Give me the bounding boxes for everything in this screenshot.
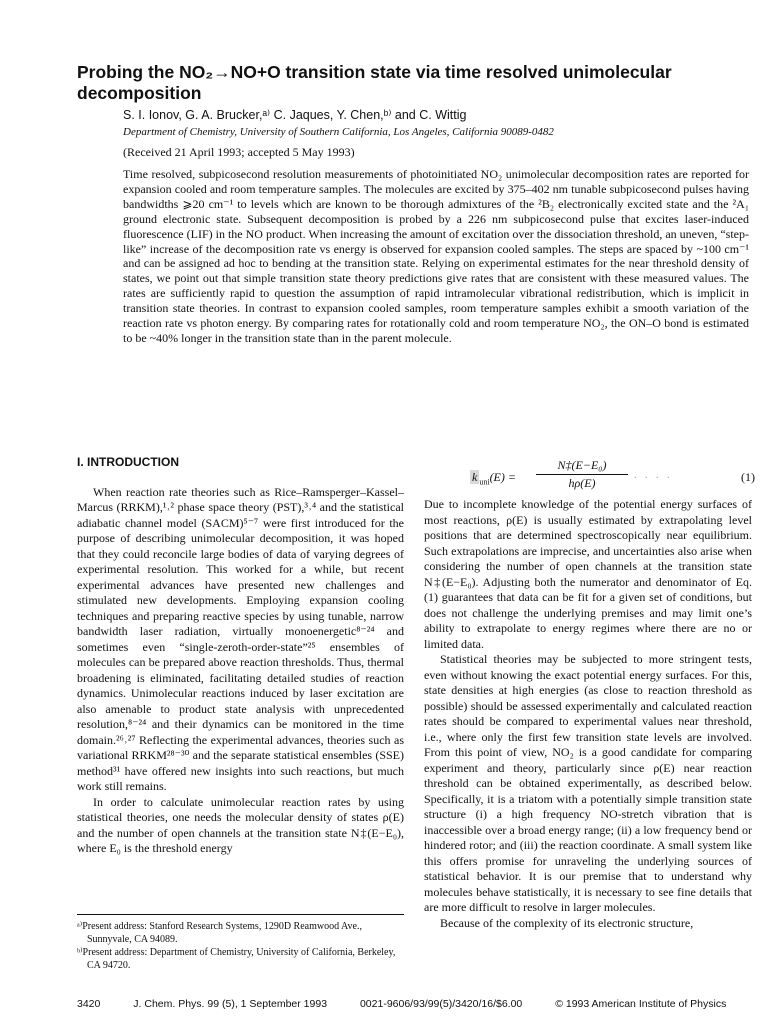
right-column [424,497,752,931]
left-column [77,455,404,857]
equation-dots: . . . . [634,470,673,481]
affiliation: Department of Chemistry, University of Southern California, Los Angeles, California 90089-0482 [123,126,554,138]
page-footer [77,998,757,1011]
rate-argument: (E) = [489,470,516,484]
journal-citation: J. Chem. Phys. 99 (5), 1 September 1993 [133,998,328,1010]
section-heading: I. INTRODUCTION [77,455,179,469]
footnote-divider [77,914,404,915]
intro-paragraph-5: Because of the complexity of its electronic structure, [440,915,694,930]
footnote-a: ᵃ⁾Present address: Stanford Research Systems, 1290D Reamwood Ave., Sunnyvale, CA 94089. [77,921,362,945]
intro-paragraph-4: Statistical theories may be subjected to more stringent tests, even without knowing the exact potential energy surfaces. For this, state densities at high energies (as close to reaction threshold as possible) should be assessed experimentally and calculated reaction rates should be compared to experimental values near threshold, i.e., where only the first few transition state levels are involved. From this point of view, NO₂ is a good candidate for comparing experiment and theory, particularly since ρ(E) near reaction threshold can be obtained experimentally, as described below. Specifically, it is a triatom with a potentially simple transition state structure (i) a high frequency NO-stretch vibration that is inaccessible over a broad energy range; (ii) a low frequency bend or hindered rotor; and (iii) the reaction coordinate. A small system like this offers promise for unraveling the underlying sources of statistical behavior. It is our premise that to understand why molecules behave statistically, it is necessary to see fine details that are more difficult to resolve in larger molecules. [424,652,752,914]
page-number: 3420 [77,998,101,1010]
rate-symbol: k [472,470,478,484]
equation-1 [470,458,755,494]
article-title: Probing the NO₂→NO+O transition state via time resolved unimolecular decomposition [77,62,672,103]
abstract: Time resolved, subpicosecond resolution measurements of photoinitiated NO₂ unimolecular decomposition rates are reported for expansion cooled and room temperature samples. The molecules are excited by 375–402 nm tunable subpicosecond pulses having bandwidths ⩾20 cm⁻¹ to levels which are known to be thorough admixtures of the ²B₂ electronically excited state and the ²A₁ ground electronic state. Subsequent decomposition is probed by a 226 nm subpicosecond pulse that excites laser-induced fluorescence (LIF) in the NO product. When increasing the amount of excitation over the dissociation threshold, an uneven, “step-like” increase of the decomposition rate vs energy is observed for expansion cooled samples. The steps are spaced by ~100 cm⁻¹ and can be assigned ad hoc to bending at the transition state. Relying on experimental estimates for the near threshold density of states, we point out that simple transition state theory predictions give rates that are consistent with these measured values. The rates are sufficiently rapid to question the assumption of rapid intramolecular vibrational redistribution, which is implicit in transition state theories. In contrast to expansion cooled samples, room temperature samples exhibit a smooth variation of the reaction rate vs photon energy. By comparing rates for rotationally cold and room temperature NO₂, the ON–O bond is estimated to be ~40% longer in the transition state than in the parent molecule. [123,167,749,345]
intro-paragraph-1: When reaction rate theories such as Rice–Ramsperger–Kassel–Marcus (RRKM),¹˒² phase space theory (PST),³˒⁴ and the statistical adiabatic channel model (SACM)⁵⁻⁷ were first introduced for the purpose of describing unimolecular decomposition, it was hoped that they could reconcile large bodies of data of varying degrees of experimental resolution. This worked for a while, but recent experimental advances have presented new challenges and stimulated new developments. Employing expansion cooling techniques and preparing reactive species by using tunable, narrow bandwidth laser radiation, virtually monoenergetic⁸⁻²⁴ and sometimes even “single-zeroth-order-state”²⁵ ensembles of molecules can be prepared above reaction thresholds. Thus, thermal broadening is eliminated, facilitating detailed studies of reaction dynamics. Unimolecular reactions induced by laser excitation are also amenable to product state analysis with unprecedented resolution,⁸⁻²⁴ and their dynamics can be monitored in the time domain.²⁶˒²⁷ Reflecting the experimental advances, theories such as variational RRKM²⁸⁻³⁰ and the separate statistical ensembles (SSE) method³¹ have offered new insights into such reactions, but much work still remains. [77,484,404,793]
equation-fraction [536,458,628,491]
intro-paragraph-3: Due to incomplete knowledge of the potential energy surfaces of most reactions, ρ(E) is usually estimated by extrapolating level positions that are determined spectroscopically near equilibrium. Such extrapolations are imprecise, and uncertainties also arise when considering the number of open channels at the transition state N‡(E−E₀). Adjusting both the numerator and denominator of Eq. (1) guarantees that data can be fit for a given set of conditions, but does not challenge the underlying premises and may limit one’s ability to extrapolate to energy regimes where there are no or limited data. [424,497,752,651]
footnotes [77,920,404,972]
equation-denominator: hρ(E) [568,476,596,490]
author-list: S. I. Ionov, G. A. Brucker,ᵃ⁾ C. Jaques, Y. Chen,ᵇ⁾ and C. Wittig [123,108,467,122]
copyright: © 1993 American Institute of Physics [555,998,727,1010]
equation-number: (1) [741,470,755,484]
received-dates: (Received 21 April 1993; accepted 5 May 1993) [123,145,355,159]
equation-numerator: N‡(E−E₀) [536,458,628,475]
footnote-b: ᵇ⁾Present address: Department of Chemistry, University of California, Berkeley, CA 94720. [77,947,396,971]
intro-paragraph-2: In order to calculate unimolecular reaction rates by using statistical theories, one needs the molecular density of states ρ(E) and the number of open channels at the transition state N‡(E−E₀), where E₀ is the threshold energy [77,794,404,855]
rate-subscript: uni [479,477,490,487]
equation-lhs [470,470,516,485]
article-code: 0021-9606/93/99(5)/3420/16/$6.00 [359,998,523,1010]
